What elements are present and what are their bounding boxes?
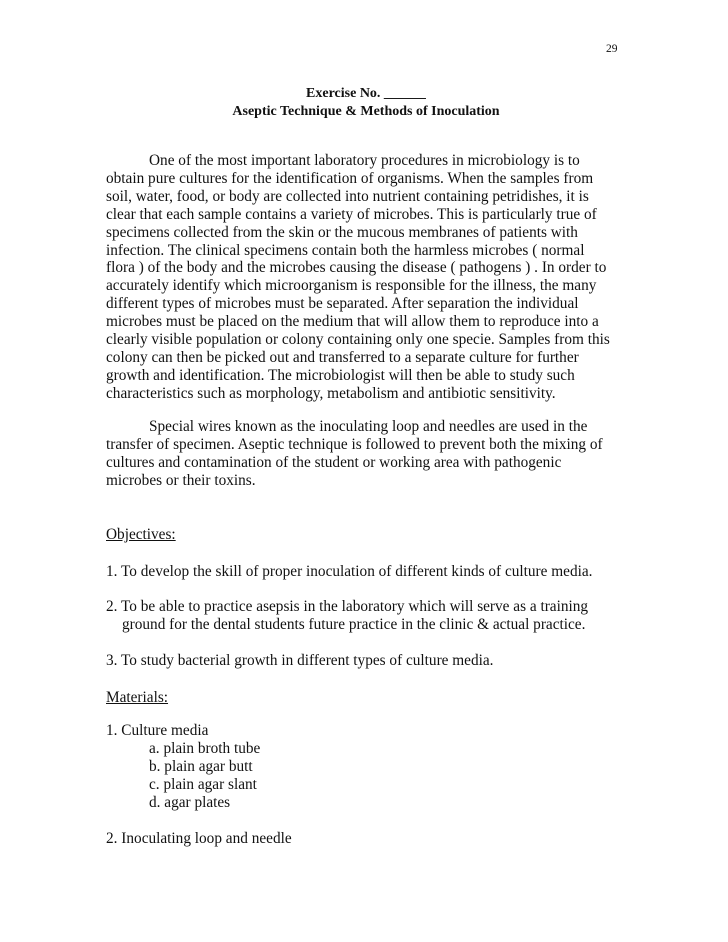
materials-subitem: a. plain broth tube	[149, 740, 261, 757]
paragraph-line: colony can then be picked out and transferred to a separate culture for further	[106, 348, 579, 366]
paragraph-line: microbes must be placed on the medium that will allow them to reproduce into a	[106, 313, 599, 331]
paragraph-line: different types of microbes must be separated. After separation the individual	[106, 295, 579, 313]
paragraph-line: Special wires known as the inoculating loop and needles are used in the	[149, 418, 588, 435]
materials-subitem: b. plain agar butt	[149, 758, 253, 775]
intro-paragraph	[106, 152, 626, 403]
paragraph-line: infection. The clinical specimens contain both the harmless microbes ( normal	[106, 241, 585, 259]
page-number: 29	[606, 43, 618, 55]
paragraph-line: specimens collected from the skin or the mucous membranes of patients with	[106, 223, 578, 241]
paragraph-line: characteristics such as morphology, metabolism and antibiotic sensitivity.	[106, 384, 556, 402]
objective-item: 3. To study bacterial growth in different types of culture media.	[106, 652, 494, 669]
paragraph-line: soil, water, food, or body are collected into nutrient containing petridishes, it is	[106, 187, 589, 205]
paragraph-line: One of the most important laboratory procedures in microbiology is to	[149, 152, 580, 169]
paragraph-line: obtain pure cultures for the identification of organisms. When the samples from	[106, 169, 594, 187]
paragraph-line: clearly visible population or colony containing only one specie. Samples from this	[106, 331, 610, 349]
materials-subitem: d. agar plates	[149, 794, 231, 811]
objective-item: 1. To develop the skill of proper inoculation of different kinds of culture media.	[106, 563, 593, 580]
paragraph-line: transfer of specimen. Aseptic technique is followed to prevent both the mixing of	[106, 435, 603, 453]
materials-item: 2. Inoculating loop and needle	[106, 830, 292, 847]
paragraph-line: cultures and contamination of the student or working area with pathogenic	[106, 453, 562, 471]
objectives-heading: Objectives:	[106, 526, 176, 543]
objective-item-continuation: ground for the dental students future practice in the clinic & actual practice.	[122, 616, 586, 633]
paragraph-line: flora ) of the body and the microbes causing the disease ( pathogens ) . In order to	[106, 259, 607, 277]
paragraph-line: accurately identify which microorganism is responsible for the illness, the many	[106, 277, 597, 295]
wires-paragraph	[106, 418, 626, 490]
paragraph-line: growth and identification. The microbiologist will then be able to study such	[106, 366, 575, 384]
materials-subitem: c. plain agar slant	[149, 776, 257, 793]
paragraph-line: microbes or their toxins.	[106, 471, 256, 489]
paragraph-line: clear that each sample contains a variety of microbes. This is particularly true of	[106, 205, 597, 223]
objective-item: 2. To be able to practice asepsis in the laboratory which will serve as a training	[106, 598, 589, 615]
materials-heading: Materials:	[106, 689, 169, 706]
materials-item: 1. Culture media	[106, 722, 209, 739]
exercise-number-line: Exercise No. ______	[306, 86, 426, 101]
exercise-title: Aseptic Technique & Methods of Inoculation	[232, 104, 500, 119]
